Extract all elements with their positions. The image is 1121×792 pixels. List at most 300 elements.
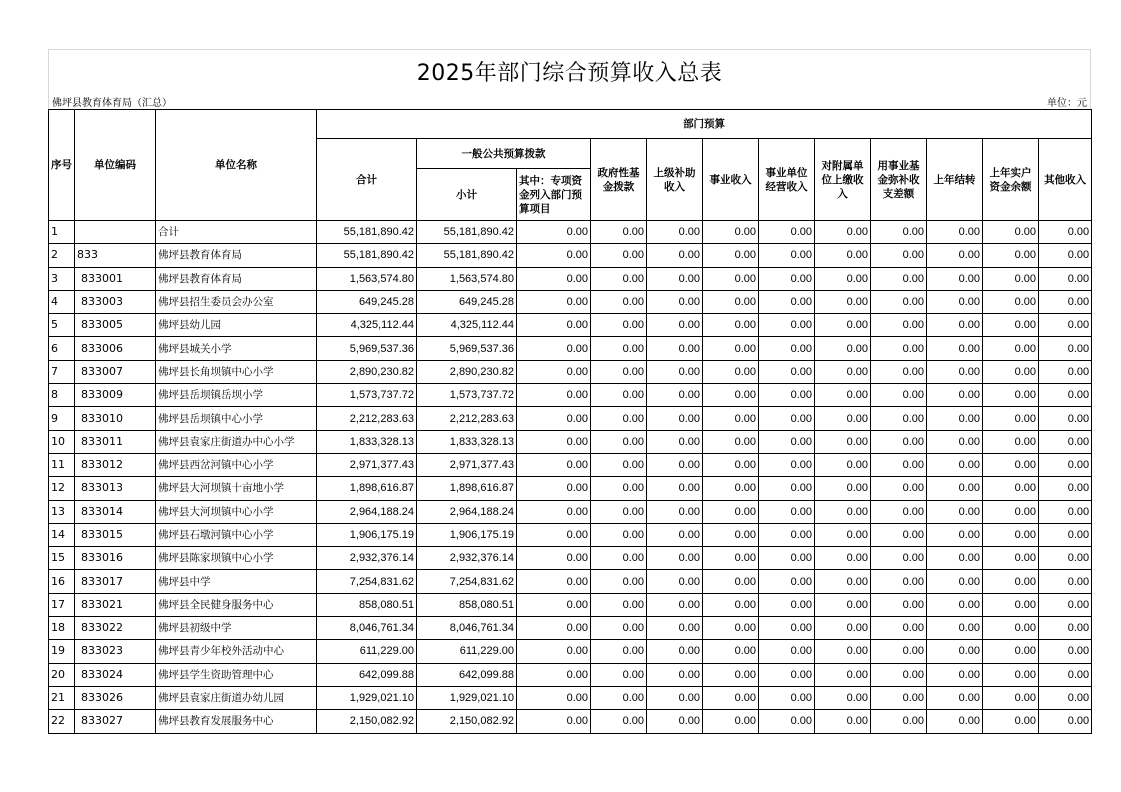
cell-zero[interactable]: 0.00 <box>517 360 591 383</box>
cell-zero[interactable]: 0.00 <box>517 523 591 546</box>
cell-zero[interactable]: 0.00 <box>647 547 703 570</box>
table-row[interactable] <box>49 710 1092 733</box>
table-row[interactable] <box>49 477 1092 500</box>
cell-zero[interactable]: 0.00 <box>759 686 815 709</box>
cell-zero[interactable]: 0.00 <box>983 477 1039 500</box>
cell-zero[interactable]: 0.00 <box>517 290 591 313</box>
cell-seq[interactable]: 1 <box>49 221 75 244</box>
cell-zero[interactable]: 0.00 <box>647 570 703 593</box>
cell-zero[interactable]: 0.00 <box>1039 617 1092 640</box>
table-row[interactable] <box>49 593 1092 616</box>
cell-code[interactable]: 833013 <box>75 477 156 500</box>
cell-zero[interactable]: 0.00 <box>517 617 591 640</box>
cell-zero[interactable]: 0.00 <box>759 221 815 244</box>
cell-zero[interactable]: 0.00 <box>759 430 815 453</box>
cell-subtotal[interactable]: 1,906,175.19 <box>417 523 517 546</box>
cell-zero[interactable]: 0.00 <box>983 500 1039 523</box>
cell-zero[interactable]: 0.00 <box>591 477 647 500</box>
cell-zero[interactable]: 0.00 <box>927 523 983 546</box>
cell-zero[interactable]: 0.00 <box>871 640 927 663</box>
cell-zero[interactable]: 0.00 <box>871 593 927 616</box>
cell-zero[interactable]: 0.00 <box>517 430 591 453</box>
table-row[interactable] <box>49 453 1092 476</box>
cell-zero[interactable]: 0.00 <box>591 384 647 407</box>
cell-seq[interactable]: 6 <box>49 337 75 360</box>
cell-zero[interactable]: 0.00 <box>1039 290 1092 313</box>
cell-zero[interactable]: 0.00 <box>983 314 1039 337</box>
cell-subtotal[interactable]: 1,573,737.72 <box>417 384 517 407</box>
cell-total[interactable]: 2,932,376.14 <box>317 547 417 570</box>
cell-seq[interactable]: 22 <box>49 710 75 733</box>
cell-zero[interactable]: 0.00 <box>647 686 703 709</box>
cell-name[interactable]: 佛坪县教育体育局 <box>156 267 317 290</box>
cell-zero[interactable]: 0.00 <box>1039 523 1092 546</box>
cell-zero[interactable]: 0.00 <box>1039 710 1092 733</box>
cell-zero[interactable]: 0.00 <box>759 407 815 430</box>
cell-zero[interactable]: 0.00 <box>927 453 983 476</box>
cell-zero[interactable]: 0.00 <box>591 617 647 640</box>
cell-zero[interactable]: 0.00 <box>517 663 591 686</box>
cell-name[interactable]: 佛坪县全民健身服务中心 <box>156 593 317 616</box>
cell-code[interactable]: 833024 <box>75 663 156 686</box>
cell-zero[interactable]: 0.00 <box>815 617 871 640</box>
cell-zero[interactable]: 0.00 <box>703 477 759 500</box>
cell-name[interactable]: 佛坪县西岔河镇中心小学 <box>156 453 317 476</box>
cell-code[interactable]: 833027 <box>75 710 156 733</box>
cell-subtotal[interactable]: 7,254,831.62 <box>417 570 517 593</box>
cell-zero[interactable]: 0.00 <box>591 267 647 290</box>
cell-code[interactable]: 833003 <box>75 290 156 313</box>
cell-zero[interactable]: 0.00 <box>983 640 1039 663</box>
cell-name[interactable]: 佛坪县大河坝镇十亩地小学 <box>156 477 317 500</box>
cell-zero[interactable]: 0.00 <box>871 523 927 546</box>
cell-zero[interactable]: 0.00 <box>927 593 983 616</box>
cell-zero[interactable]: 0.00 <box>647 221 703 244</box>
cell-subtotal[interactable]: 611,229.00 <box>417 640 517 663</box>
cell-zero[interactable]: 0.00 <box>983 710 1039 733</box>
cell-zero[interactable]: 0.00 <box>759 570 815 593</box>
cell-name[interactable]: 佛坪县长角坝镇中心小学 <box>156 360 317 383</box>
cell-zero[interactable]: 0.00 <box>1039 663 1092 686</box>
cell-code[interactable]: 833005 <box>75 314 156 337</box>
cell-zero[interactable]: 0.00 <box>591 570 647 593</box>
cell-zero[interactable]: 0.00 <box>983 547 1039 570</box>
cell-zero[interactable]: 0.00 <box>1039 640 1092 663</box>
cell-zero[interactable]: 0.00 <box>983 663 1039 686</box>
cell-subtotal[interactable]: 649,245.28 <box>417 290 517 313</box>
cell-zero[interactable]: 0.00 <box>647 477 703 500</box>
cell-subtotal[interactable]: 4,325,112.44 <box>417 314 517 337</box>
cell-code[interactable]: 833012 <box>75 453 156 476</box>
cell-zero[interactable]: 0.00 <box>871 337 927 360</box>
cell-zero[interactable]: 0.00 <box>591 314 647 337</box>
cell-subtotal[interactable]: 55,181,890.42 <box>417 221 517 244</box>
cell-code[interactable]: 833017 <box>75 570 156 593</box>
cell-zero[interactable]: 0.00 <box>759 477 815 500</box>
cell-zero[interactable]: 0.00 <box>983 523 1039 546</box>
cell-zero[interactable]: 0.00 <box>1039 686 1092 709</box>
cell-zero[interactable]: 0.00 <box>1039 430 1092 453</box>
cell-total[interactable]: 55,181,890.42 <box>317 221 417 244</box>
cell-zero[interactable]: 0.00 <box>983 290 1039 313</box>
cell-zero[interactable]: 0.00 <box>517 221 591 244</box>
cell-zero[interactable]: 0.00 <box>703 384 759 407</box>
cell-subtotal[interactable]: 2,212,283.63 <box>417 407 517 430</box>
cell-zero[interactable]: 0.00 <box>927 314 983 337</box>
cell-zero[interactable]: 0.00 <box>591 360 647 383</box>
cell-zero[interactable]: 0.00 <box>927 570 983 593</box>
cell-zero[interactable]: 0.00 <box>927 663 983 686</box>
cell-zero[interactable]: 0.00 <box>703 290 759 313</box>
cell-subtotal[interactable]: 1,929,021.10 <box>417 686 517 709</box>
cell-zero[interactable]: 0.00 <box>647 593 703 616</box>
cell-subtotal[interactable]: 1,898,616.87 <box>417 477 517 500</box>
cell-total[interactable]: 1,906,175.19 <box>317 523 417 546</box>
cell-zero[interactable]: 0.00 <box>871 384 927 407</box>
cell-zero[interactable]: 0.00 <box>647 617 703 640</box>
table-row[interactable] <box>49 430 1092 453</box>
cell-zero[interactable]: 0.00 <box>871 477 927 500</box>
cell-total[interactable]: 7,254,831.62 <box>317 570 417 593</box>
cell-zero[interactable]: 0.00 <box>647 430 703 453</box>
cell-zero[interactable]: 0.00 <box>591 337 647 360</box>
table-row[interactable] <box>49 640 1092 663</box>
cell-zero[interactable]: 0.00 <box>591 640 647 663</box>
cell-zero[interactable]: 0.00 <box>703 337 759 360</box>
cell-zero[interactable]: 0.00 <box>983 686 1039 709</box>
cell-zero[interactable]: 0.00 <box>703 430 759 453</box>
cell-zero[interactable]: 0.00 <box>983 267 1039 290</box>
cell-zero[interactable]: 0.00 <box>1039 593 1092 616</box>
cell-zero[interactable]: 0.00 <box>1039 360 1092 383</box>
cell-zero[interactable]: 0.00 <box>517 314 591 337</box>
cell-total[interactable]: 1,573,737.72 <box>317 384 417 407</box>
cell-subtotal[interactable]: 2,890,230.82 <box>417 360 517 383</box>
table-row[interactable] <box>49 244 1092 267</box>
cell-zero[interactable]: 0.00 <box>759 314 815 337</box>
cell-zero[interactable]: 0.00 <box>983 360 1039 383</box>
cell-zero[interactable]: 0.00 <box>517 407 591 430</box>
cell-zero[interactable]: 0.00 <box>647 384 703 407</box>
cell-name[interactable]: 佛坪县初级中学 <box>156 617 317 640</box>
cell-name[interactable]: 佛坪县教育发展服务中心 <box>156 710 317 733</box>
cell-name[interactable]: 合计 <box>156 221 317 244</box>
cell-seq[interactable]: 18 <box>49 617 75 640</box>
cell-zero[interactable]: 0.00 <box>1039 453 1092 476</box>
cell-name[interactable]: 佛坪县岳坝镇中心小学 <box>156 407 317 430</box>
cell-name[interactable]: 佛坪县学生资助管理中心 <box>156 663 317 686</box>
cell-code[interactable]: 833009 <box>75 384 156 407</box>
cell-code[interactable]: 833015 <box>75 523 156 546</box>
cell-code[interactable]: 833006 <box>75 337 156 360</box>
cell-zero[interactable]: 0.00 <box>759 384 815 407</box>
cell-zero[interactable]: 0.00 <box>871 547 927 570</box>
cell-zero[interactable]: 0.00 <box>759 453 815 476</box>
cell-subtotal[interactable]: 8,046,761.34 <box>417 617 517 640</box>
cell-name[interactable]: 佛坪县岳坝镇岳坝小学 <box>156 384 317 407</box>
cell-zero[interactable]: 0.00 <box>647 360 703 383</box>
cell-name[interactable]: 佛坪县袁家庄街道办幼儿园 <box>156 686 317 709</box>
cell-zero[interactable]: 0.00 <box>871 244 927 267</box>
cell-zero[interactable]: 0.00 <box>1039 337 1092 360</box>
cell-zero[interactable]: 0.00 <box>591 290 647 313</box>
cell-zero[interactable]: 0.00 <box>759 267 815 290</box>
table-row[interactable] <box>49 384 1092 407</box>
cell-zero[interactable]: 0.00 <box>983 244 1039 267</box>
cell-total[interactable]: 5,969,537.36 <box>317 337 417 360</box>
cell-zero[interactable]: 0.00 <box>703 267 759 290</box>
cell-seq[interactable]: 8 <box>49 384 75 407</box>
cell-zero[interactable]: 0.00 <box>815 290 871 313</box>
cell-zero[interactable]: 0.00 <box>927 337 983 360</box>
cell-zero[interactable]: 0.00 <box>703 617 759 640</box>
cell-zero[interactable]: 0.00 <box>759 663 815 686</box>
cell-zero[interactable]: 0.00 <box>927 710 983 733</box>
cell-zero[interactable]: 0.00 <box>703 593 759 616</box>
cell-zero[interactable]: 0.00 <box>703 453 759 476</box>
cell-zero[interactable]: 0.00 <box>647 290 703 313</box>
cell-zero[interactable]: 0.00 <box>871 663 927 686</box>
cell-subtotal[interactable]: 2,964,188.24 <box>417 500 517 523</box>
cell-name[interactable]: 佛坪县大河坝镇中心小学 <box>156 500 317 523</box>
cell-total[interactable]: 1,563,574.80 <box>317 267 417 290</box>
cell-zero[interactable]: 0.00 <box>517 640 591 663</box>
cell-zero[interactable]: 0.00 <box>647 407 703 430</box>
cell-total[interactable]: 2,964,188.24 <box>317 500 417 523</box>
cell-zero[interactable]: 0.00 <box>759 244 815 267</box>
cell-name[interactable]: 佛坪县幼儿园 <box>156 314 317 337</box>
cell-subtotal[interactable]: 55,181,890.42 <box>417 244 517 267</box>
cell-zero[interactable]: 0.00 <box>517 547 591 570</box>
cell-zero[interactable]: 0.00 <box>647 244 703 267</box>
cell-seq[interactable]: 7 <box>49 360 75 383</box>
cell-zero[interactable]: 0.00 <box>983 407 1039 430</box>
table-row[interactable] <box>49 523 1092 546</box>
cell-zero[interactable]: 0.00 <box>591 244 647 267</box>
cell-zero[interactable]: 0.00 <box>815 407 871 430</box>
cell-zero[interactable]: 0.00 <box>759 617 815 640</box>
cell-seq[interactable]: 13 <box>49 500 75 523</box>
cell-zero[interactable]: 0.00 <box>1039 407 1092 430</box>
cell-zero[interactable]: 0.00 <box>1039 221 1092 244</box>
cell-zero[interactable]: 0.00 <box>871 617 927 640</box>
cell-zero[interactable]: 0.00 <box>815 337 871 360</box>
cell-code[interactable]: 833026 <box>75 686 156 709</box>
cell-subtotal[interactable]: 858,080.51 <box>417 593 517 616</box>
cell-subtotal[interactable]: 2,971,377.43 <box>417 453 517 476</box>
cell-zero[interactable]: 0.00 <box>517 570 591 593</box>
cell-zero[interactable]: 0.00 <box>871 221 927 244</box>
cell-name[interactable]: 佛坪县城关小学 <box>156 337 317 360</box>
cell-total[interactable]: 55,181,890.42 <box>317 244 417 267</box>
table-row[interactable] <box>49 570 1092 593</box>
table-row[interactable] <box>49 221 1092 244</box>
cell-seq[interactable]: 4 <box>49 290 75 313</box>
cell-code[interactable]: 833021 <box>75 593 156 616</box>
cell-subtotal[interactable]: 2,150,082.92 <box>417 710 517 733</box>
cell-zero[interactable]: 0.00 <box>647 314 703 337</box>
cell-name[interactable]: 佛坪县教育体育局 <box>156 244 317 267</box>
cell-name[interactable]: 佛坪县石墩河镇中心小学 <box>156 523 317 546</box>
cell-seq[interactable]: 11 <box>49 453 75 476</box>
cell-subtotal[interactable]: 642,099.88 <box>417 663 517 686</box>
cell-zero[interactable]: 0.00 <box>591 430 647 453</box>
cell-total[interactable]: 649,245.28 <box>317 290 417 313</box>
cell-total[interactable]: 2,212,283.63 <box>317 407 417 430</box>
cell-zero[interactable]: 0.00 <box>1039 384 1092 407</box>
cell-zero[interactable]: 0.00 <box>927 640 983 663</box>
cell-zero[interactable]: 0.00 <box>815 663 871 686</box>
cell-seq[interactable]: 17 <box>49 593 75 616</box>
cell-zero[interactable]: 0.00 <box>1039 244 1092 267</box>
cell-subtotal[interactable]: 5,969,537.36 <box>417 337 517 360</box>
table-row[interactable] <box>49 267 1092 290</box>
cell-seq[interactable]: 10 <box>49 430 75 453</box>
cell-zero[interactable]: 0.00 <box>871 710 927 733</box>
cell-zero[interactable]: 0.00 <box>517 593 591 616</box>
cell-zero[interactable]: 0.00 <box>591 686 647 709</box>
cell-total[interactable]: 858,080.51 <box>317 593 417 616</box>
cell-zero[interactable]: 0.00 <box>871 267 927 290</box>
cell-zero[interactable]: 0.00 <box>815 221 871 244</box>
cell-zero[interactable]: 0.00 <box>703 360 759 383</box>
cell-seq[interactable]: 20 <box>49 663 75 686</box>
cell-code[interactable]: 833016 <box>75 547 156 570</box>
cell-zero[interactable]: 0.00 <box>871 570 927 593</box>
cell-seq[interactable]: 19 <box>49 640 75 663</box>
cell-zero[interactable]: 0.00 <box>927 290 983 313</box>
cell-total[interactable]: 2,971,377.43 <box>317 453 417 476</box>
cell-zero[interactable]: 0.00 <box>815 360 871 383</box>
cell-zero[interactable]: 0.00 <box>759 547 815 570</box>
cell-zero[interactable]: 0.00 <box>591 547 647 570</box>
cell-zero[interactable]: 0.00 <box>927 244 983 267</box>
cell-zero[interactable]: 0.00 <box>983 337 1039 360</box>
cell-zero[interactable]: 0.00 <box>983 430 1039 453</box>
cell-zero[interactable]: 0.00 <box>927 360 983 383</box>
cell-zero[interactable]: 0.00 <box>983 221 1039 244</box>
cell-zero[interactable]: 0.00 <box>647 453 703 476</box>
cell-zero[interactable]: 0.00 <box>983 593 1039 616</box>
cell-zero[interactable]: 0.00 <box>647 710 703 733</box>
table-row[interactable] <box>49 337 1092 360</box>
cell-total[interactable]: 2,150,082.92 <box>317 710 417 733</box>
cell-zero[interactable]: 0.00 <box>703 686 759 709</box>
cell-zero[interactable]: 0.00 <box>703 221 759 244</box>
cell-code[interactable]: 833001 <box>75 267 156 290</box>
cell-zero[interactable]: 0.00 <box>703 244 759 267</box>
cell-subtotal[interactable]: 1,833,328.13 <box>417 430 517 453</box>
table-row[interactable] <box>49 360 1092 383</box>
cell-zero[interactable]: 0.00 <box>927 430 983 453</box>
cell-code[interactable] <box>75 221 156 244</box>
cell-zero[interactable]: 0.00 <box>927 477 983 500</box>
cell-code[interactable]: 833007 <box>75 360 156 383</box>
cell-name[interactable]: 佛坪县招生委员会办公室 <box>156 290 317 313</box>
cell-seq[interactable]: 9 <box>49 407 75 430</box>
cell-code[interactable]: 833011 <box>75 430 156 453</box>
cell-zero[interactable]: 0.00 <box>1039 547 1092 570</box>
cell-total[interactable]: 8,046,761.34 <box>317 617 417 640</box>
cell-seq[interactable]: 2 <box>49 244 75 267</box>
cell-zero[interactable]: 0.00 <box>517 500 591 523</box>
cell-seq[interactable]: 21 <box>49 686 75 709</box>
cell-zero[interactable]: 0.00 <box>647 523 703 546</box>
table-row[interactable] <box>49 314 1092 337</box>
cell-zero[interactable]: 0.00 <box>703 640 759 663</box>
cell-name[interactable]: 佛坪县袁家庄街道办中心小学 <box>156 430 317 453</box>
cell-zero[interactable]: 0.00 <box>1039 500 1092 523</box>
cell-zero[interactable]: 0.00 <box>815 640 871 663</box>
table-row[interactable] <box>49 290 1092 313</box>
cell-zero[interactable]: 0.00 <box>759 500 815 523</box>
cell-zero[interactable]: 0.00 <box>703 500 759 523</box>
cell-zero[interactable]: 0.00 <box>591 523 647 546</box>
cell-zero[interactable]: 0.00 <box>517 267 591 290</box>
cell-zero[interactable]: 0.00 <box>927 407 983 430</box>
cell-seq[interactable]: 15 <box>49 547 75 570</box>
cell-zero[interactable]: 0.00 <box>591 221 647 244</box>
cell-zero[interactable]: 0.00 <box>815 314 871 337</box>
cell-zero[interactable]: 0.00 <box>815 593 871 616</box>
cell-zero[interactable]: 0.00 <box>871 314 927 337</box>
cell-zero[interactable]: 0.00 <box>703 523 759 546</box>
cell-zero[interactable]: 0.00 <box>815 570 871 593</box>
cell-seq[interactable]: 5 <box>49 314 75 337</box>
cell-name[interactable]: 佛坪县陈家坝镇中心小学 <box>156 547 317 570</box>
cell-zero[interactable]: 0.00 <box>871 407 927 430</box>
cell-zero[interactable]: 0.00 <box>591 710 647 733</box>
cell-seq[interactable]: 12 <box>49 477 75 500</box>
cell-zero[interactable]: 0.00 <box>815 686 871 709</box>
cell-zero[interactable]: 0.00 <box>815 384 871 407</box>
cell-total[interactable]: 1,929,021.10 <box>317 686 417 709</box>
cell-zero[interactable]: 0.00 <box>815 244 871 267</box>
cell-zero[interactable]: 0.00 <box>815 477 871 500</box>
cell-zero[interactable]: 0.00 <box>647 640 703 663</box>
cell-zero[interactable]: 0.00 <box>517 244 591 267</box>
cell-seq[interactable]: 14 <box>49 523 75 546</box>
cell-zero[interactable]: 0.00 <box>1039 267 1092 290</box>
cell-code[interactable]: 833022 <box>75 617 156 640</box>
cell-zero[interactable]: 0.00 <box>983 570 1039 593</box>
cell-zero[interactable]: 0.00 <box>759 337 815 360</box>
cell-zero[interactable]: 0.00 <box>983 384 1039 407</box>
cell-zero[interactable]: 0.00 <box>1039 570 1092 593</box>
cell-zero[interactable]: 0.00 <box>759 640 815 663</box>
cell-zero[interactable]: 0.00 <box>759 710 815 733</box>
cell-zero[interactable]: 0.00 <box>815 430 871 453</box>
cell-zero[interactable]: 0.00 <box>871 430 927 453</box>
cell-code[interactable]: 833023 <box>75 640 156 663</box>
cell-total[interactable]: 1,833,328.13 <box>317 430 417 453</box>
cell-zero[interactable]: 0.00 <box>1039 477 1092 500</box>
cell-zero[interactable]: 0.00 <box>871 290 927 313</box>
cell-zero[interactable]: 0.00 <box>591 407 647 430</box>
table-row[interactable] <box>49 500 1092 523</box>
cell-zero[interactable]: 0.00 <box>591 453 647 476</box>
cell-zero[interactable]: 0.00 <box>983 617 1039 640</box>
cell-zero[interactable]: 0.00 <box>591 663 647 686</box>
cell-total[interactable]: 611,229.00 <box>317 640 417 663</box>
cell-code[interactable]: 833010 <box>75 407 156 430</box>
cell-zero[interactable]: 0.00 <box>927 547 983 570</box>
cell-zero[interactable]: 0.00 <box>703 710 759 733</box>
cell-zero[interactable]: 0.00 <box>871 686 927 709</box>
cell-zero[interactable]: 0.00 <box>815 453 871 476</box>
cell-zero[interactable]: 0.00 <box>927 221 983 244</box>
cell-zero[interactable]: 0.00 <box>517 477 591 500</box>
